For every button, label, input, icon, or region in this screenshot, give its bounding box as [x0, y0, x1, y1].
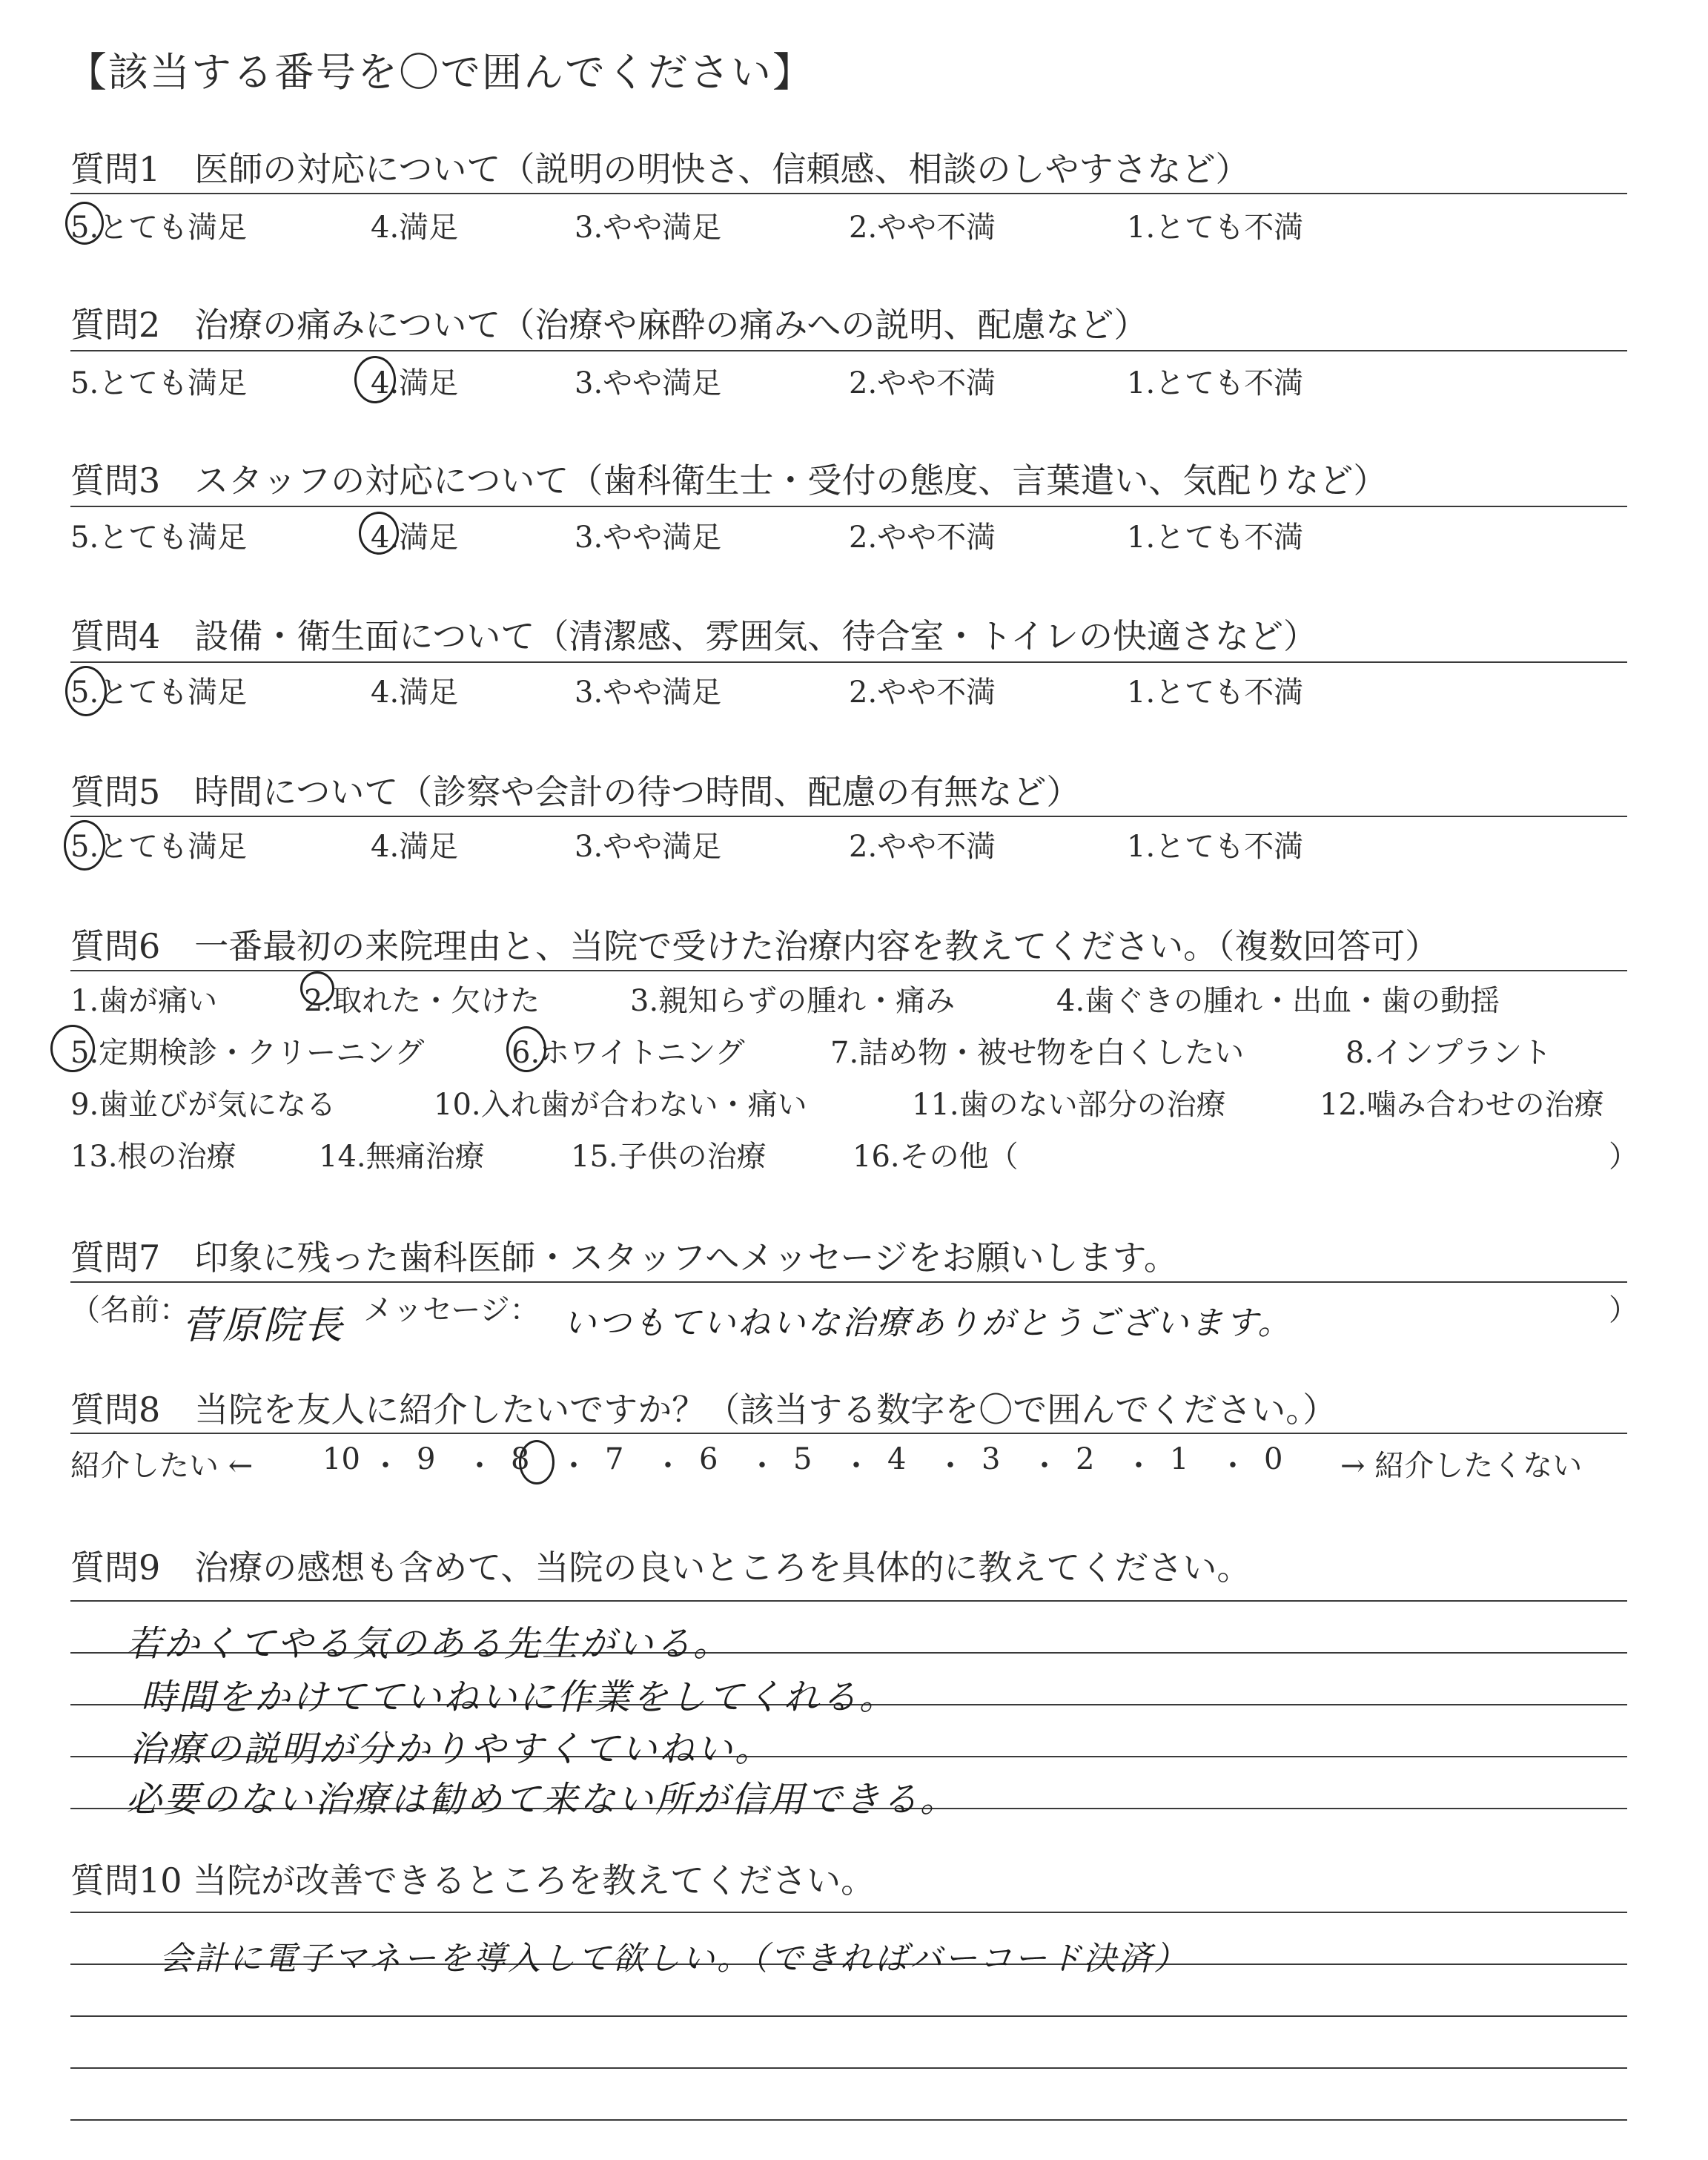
q7-name-value: 菅原院長	[182, 1304, 345, 1348]
q8-scale-separator: ・	[747, 1449, 777, 1483]
q10-line-4	[70, 2067, 1627, 2069]
q8-title: 質問8 当院を友人に紹介したいですか？（該当する数字を〇で囲んでください。）	[70, 1390, 1337, 1430]
q4-selection-circle	[65, 666, 107, 716]
q6-option-13[interactable]: 13.根の治療	[70, 1140, 236, 1174]
q7-name-label: （名前：	[70, 1293, 189, 1327]
q2-selection-circle	[354, 356, 396, 403]
q1-title: 質問1 医師の対応について（説明の明快さ、信頼感、相談のしやすさなど）	[70, 149, 1250, 189]
q2-option-2[interactable]: 2.やや不満	[849, 366, 996, 400]
q6-selection-circle-6	[506, 1026, 546, 1072]
q8-scale-separator: ・	[465, 1449, 494, 1483]
q1-option-5[interactable]: 5.とても満足	[70, 211, 248, 245]
q2-rule	[70, 350, 1627, 351]
q3-option-1[interactable]: 1.とても不満	[1127, 521, 1304, 555]
q4-option-4[interactable]: 4.満足	[371, 676, 459, 710]
q9-answer-1: 若かくてやる気のある先生がいる。	[126, 1623, 732, 1665]
q10-title: 質問10 当院が改善できるところを教えてください。	[70, 1860, 875, 1900]
q6-option-14[interactable]: 14.無痛治療	[319, 1140, 485, 1174]
q2-option-5[interactable]: 5.とても満足	[70, 366, 248, 400]
q6-option-12[interactable]: 12.噛み合わせの治療	[1320, 1088, 1604, 1122]
q7-title: 質問7 印象に残った歯科医師・スタッフへメッセージをお願いします。	[70, 1238, 1178, 1278]
q7-rule	[70, 1281, 1627, 1283]
q1-option-3[interactable]: 3.やや満足	[575, 211, 722, 245]
q9-answer-4: 必要のない治療は勧めて来ない所が信用できる。	[126, 1779, 959, 1820]
q9-answer-2: 時間をかけてていねいに作業をしてくれる。	[141, 1677, 898, 1718]
q5-option-2[interactable]: 2.やや不満	[849, 830, 996, 864]
q6-option-11[interactable]: 11.歯のない部分の治療	[912, 1088, 1226, 1122]
q3-option-2[interactable]: 2.やや不満	[849, 521, 996, 555]
q8-scale-separator: ・	[1030, 1449, 1059, 1483]
q8-scale-separator: ・	[1124, 1449, 1153, 1483]
q8-left-label: 紹介したい ←	[70, 1449, 254, 1483]
q10-line-5	[70, 2119, 1627, 2121]
q6-option-4[interactable]: 4.歯ぐきの腫れ・出血・歯の動揺	[1056, 984, 1500, 1018]
form-header: 【該当する番号を〇で囲んでください】	[67, 49, 814, 96]
q8-scale-6[interactable]: 6	[699, 1442, 718, 1476]
q8-scale-8[interactable]: 8	[511, 1442, 530, 1476]
q5-selection-circle	[64, 820, 105, 871]
q10-line-1	[70, 1912, 1627, 1913]
q8-selection-circle	[519, 1440, 555, 1484]
q5-option-1[interactable]: 1.とても不満	[1127, 830, 1304, 864]
q8-scale-3[interactable]: 3	[982, 1442, 1001, 1476]
q3-selection-circle	[359, 512, 399, 555]
q8-scale-4[interactable]: 4	[887, 1442, 907, 1476]
q8-scale-separator: ・	[841, 1449, 871, 1483]
q2-option-3[interactable]: 3.やや満足	[575, 366, 722, 400]
q8-scale-2[interactable]: 2	[1076, 1442, 1095, 1476]
q2-title: 質問2 治療の痛みについて（治療や麻酔の痛みへの説明、配慮など）	[70, 305, 1148, 345]
q3-rule	[70, 506, 1627, 507]
q1-option-4[interactable]: 4.満足	[371, 211, 459, 245]
q7-message-label: メッセージ：	[363, 1293, 540, 1327]
q2-option-4[interactable]: 4.満足	[371, 366, 459, 400]
q6-selection-circle-5	[50, 1025, 95, 1072]
q5-option-5[interactable]: 5.とても満足	[70, 830, 248, 864]
q8-scale-separator: ・	[559, 1449, 589, 1483]
q8-scale-10[interactable]: 10	[322, 1442, 360, 1476]
q8-scale-9[interactable]: 9	[417, 1442, 436, 1476]
q8-scale-separator: ・	[936, 1449, 965, 1483]
q6-title: 質問6 一番最初の来院理由と、当院で受けた治療内容を教えてください。（複数回答可）	[70, 926, 1440, 966]
q6-other-close: ）	[1609, 1140, 1638, 1174]
q6-option-7[interactable]: 7.詰め物・被せ物を白くしたい	[830, 1036, 1245, 1070]
q1-rule	[70, 193, 1627, 194]
q7-message-value: いつもていねいな治療ありがとうございます。	[563, 1304, 1293, 1342]
q8-scale-separator: ・	[371, 1449, 400, 1483]
q1-selection-circle	[65, 202, 104, 245]
q4-option-3[interactable]: 3.やや満足	[575, 676, 722, 710]
q5-option-3[interactable]: 3.やや満足	[575, 830, 722, 864]
q6-option-15[interactable]: 15.子供の治療	[571, 1140, 767, 1174]
q8-scale-separator: ・	[653, 1449, 683, 1483]
q4-option-5[interactable]: 5.とても満足	[70, 676, 248, 710]
q6-option-9[interactable]: 9.歯並びが気になる	[70, 1088, 337, 1122]
q4-option-1[interactable]: 1.とても不満	[1127, 676, 1304, 710]
q5-rule	[70, 816, 1627, 817]
q8-scale-separator: ・	[1218, 1449, 1248, 1483]
q1-option-2[interactable]: 2.やや不満	[849, 211, 996, 245]
q3-option-3[interactable]: 3.やや満足	[575, 521, 722, 555]
q8-scale-5[interactable]: 5	[793, 1442, 812, 1476]
q6-option-5[interactable]: 5.定期検診・クリーニング	[70, 1036, 425, 1070]
q8-scale-7[interactable]: 7	[605, 1442, 624, 1476]
q2-option-1[interactable]: 1.とても不満	[1127, 366, 1304, 400]
q10-answer-1: 会計に電子マネーを導入して欲しい。（できればバーコード決済）	[159, 1940, 1188, 1978]
q9-answer-3: 治療の説明が分かりやすくていねい。	[130, 1728, 773, 1770]
q8-rule	[70, 1433, 1627, 1434]
q10-line-3	[70, 2015, 1627, 2017]
q6-rule	[70, 970, 1627, 971]
q6-option-8[interactable]: 8.インプラント	[1345, 1036, 1552, 1070]
q9-line-1	[70, 1600, 1627, 1602]
q1-option-1[interactable]: 1.とても不満	[1127, 211, 1304, 245]
q7-close-paren: ）	[1609, 1293, 1638, 1327]
q6-option-2[interactable]: 2.取れた・欠けた	[304, 984, 540, 1018]
q6-option-1[interactable]: 1.歯が痛い	[70, 984, 218, 1018]
q6-option-6[interactable]: 6.ホワイトニング	[512, 1036, 745, 1070]
q5-option-4[interactable]: 4.満足	[371, 830, 459, 864]
q4-rule	[70, 661, 1627, 663]
q6-option-16[interactable]: 16.その他（	[853, 1140, 1019, 1174]
q4-title: 質問4 設備・衛生面について（清潔感、雰囲気、待合室・トイレの快適さなど）	[70, 616, 1318, 656]
q8-scale-0[interactable]: 0	[1264, 1442, 1283, 1476]
q6-selection-circle-2	[300, 971, 334, 1005]
q6-option-10[interactable]: 10.入れ歯が合わない・痛い	[434, 1088, 807, 1122]
q3-option-4[interactable]: 4.満足	[371, 521, 459, 555]
q6-option-3[interactable]: 3.親知らずの腫れ・痛み	[630, 984, 956, 1018]
q5-title: 質問5 時間について（診察や会計の待つ時間、配慮の有無など）	[70, 772, 1081, 812]
q4-option-2[interactable]: 2.やや不満	[849, 676, 996, 710]
q3-title: 質問3 スタッフの対応について（歯科衛生士・受付の態度、言葉遣い、気配りなど）	[70, 460, 1388, 501]
q8-right-label: → 紹介したくない	[1340, 1449, 1583, 1483]
q9-title: 質問9 治療の感想も含めて、当院の良いところを具体的に教えてください。	[70, 1548, 1251, 1588]
q8-scale-1[interactable]: 1	[1170, 1442, 1189, 1476]
q3-option-5[interactable]: 5.とても満足	[70, 521, 248, 555]
